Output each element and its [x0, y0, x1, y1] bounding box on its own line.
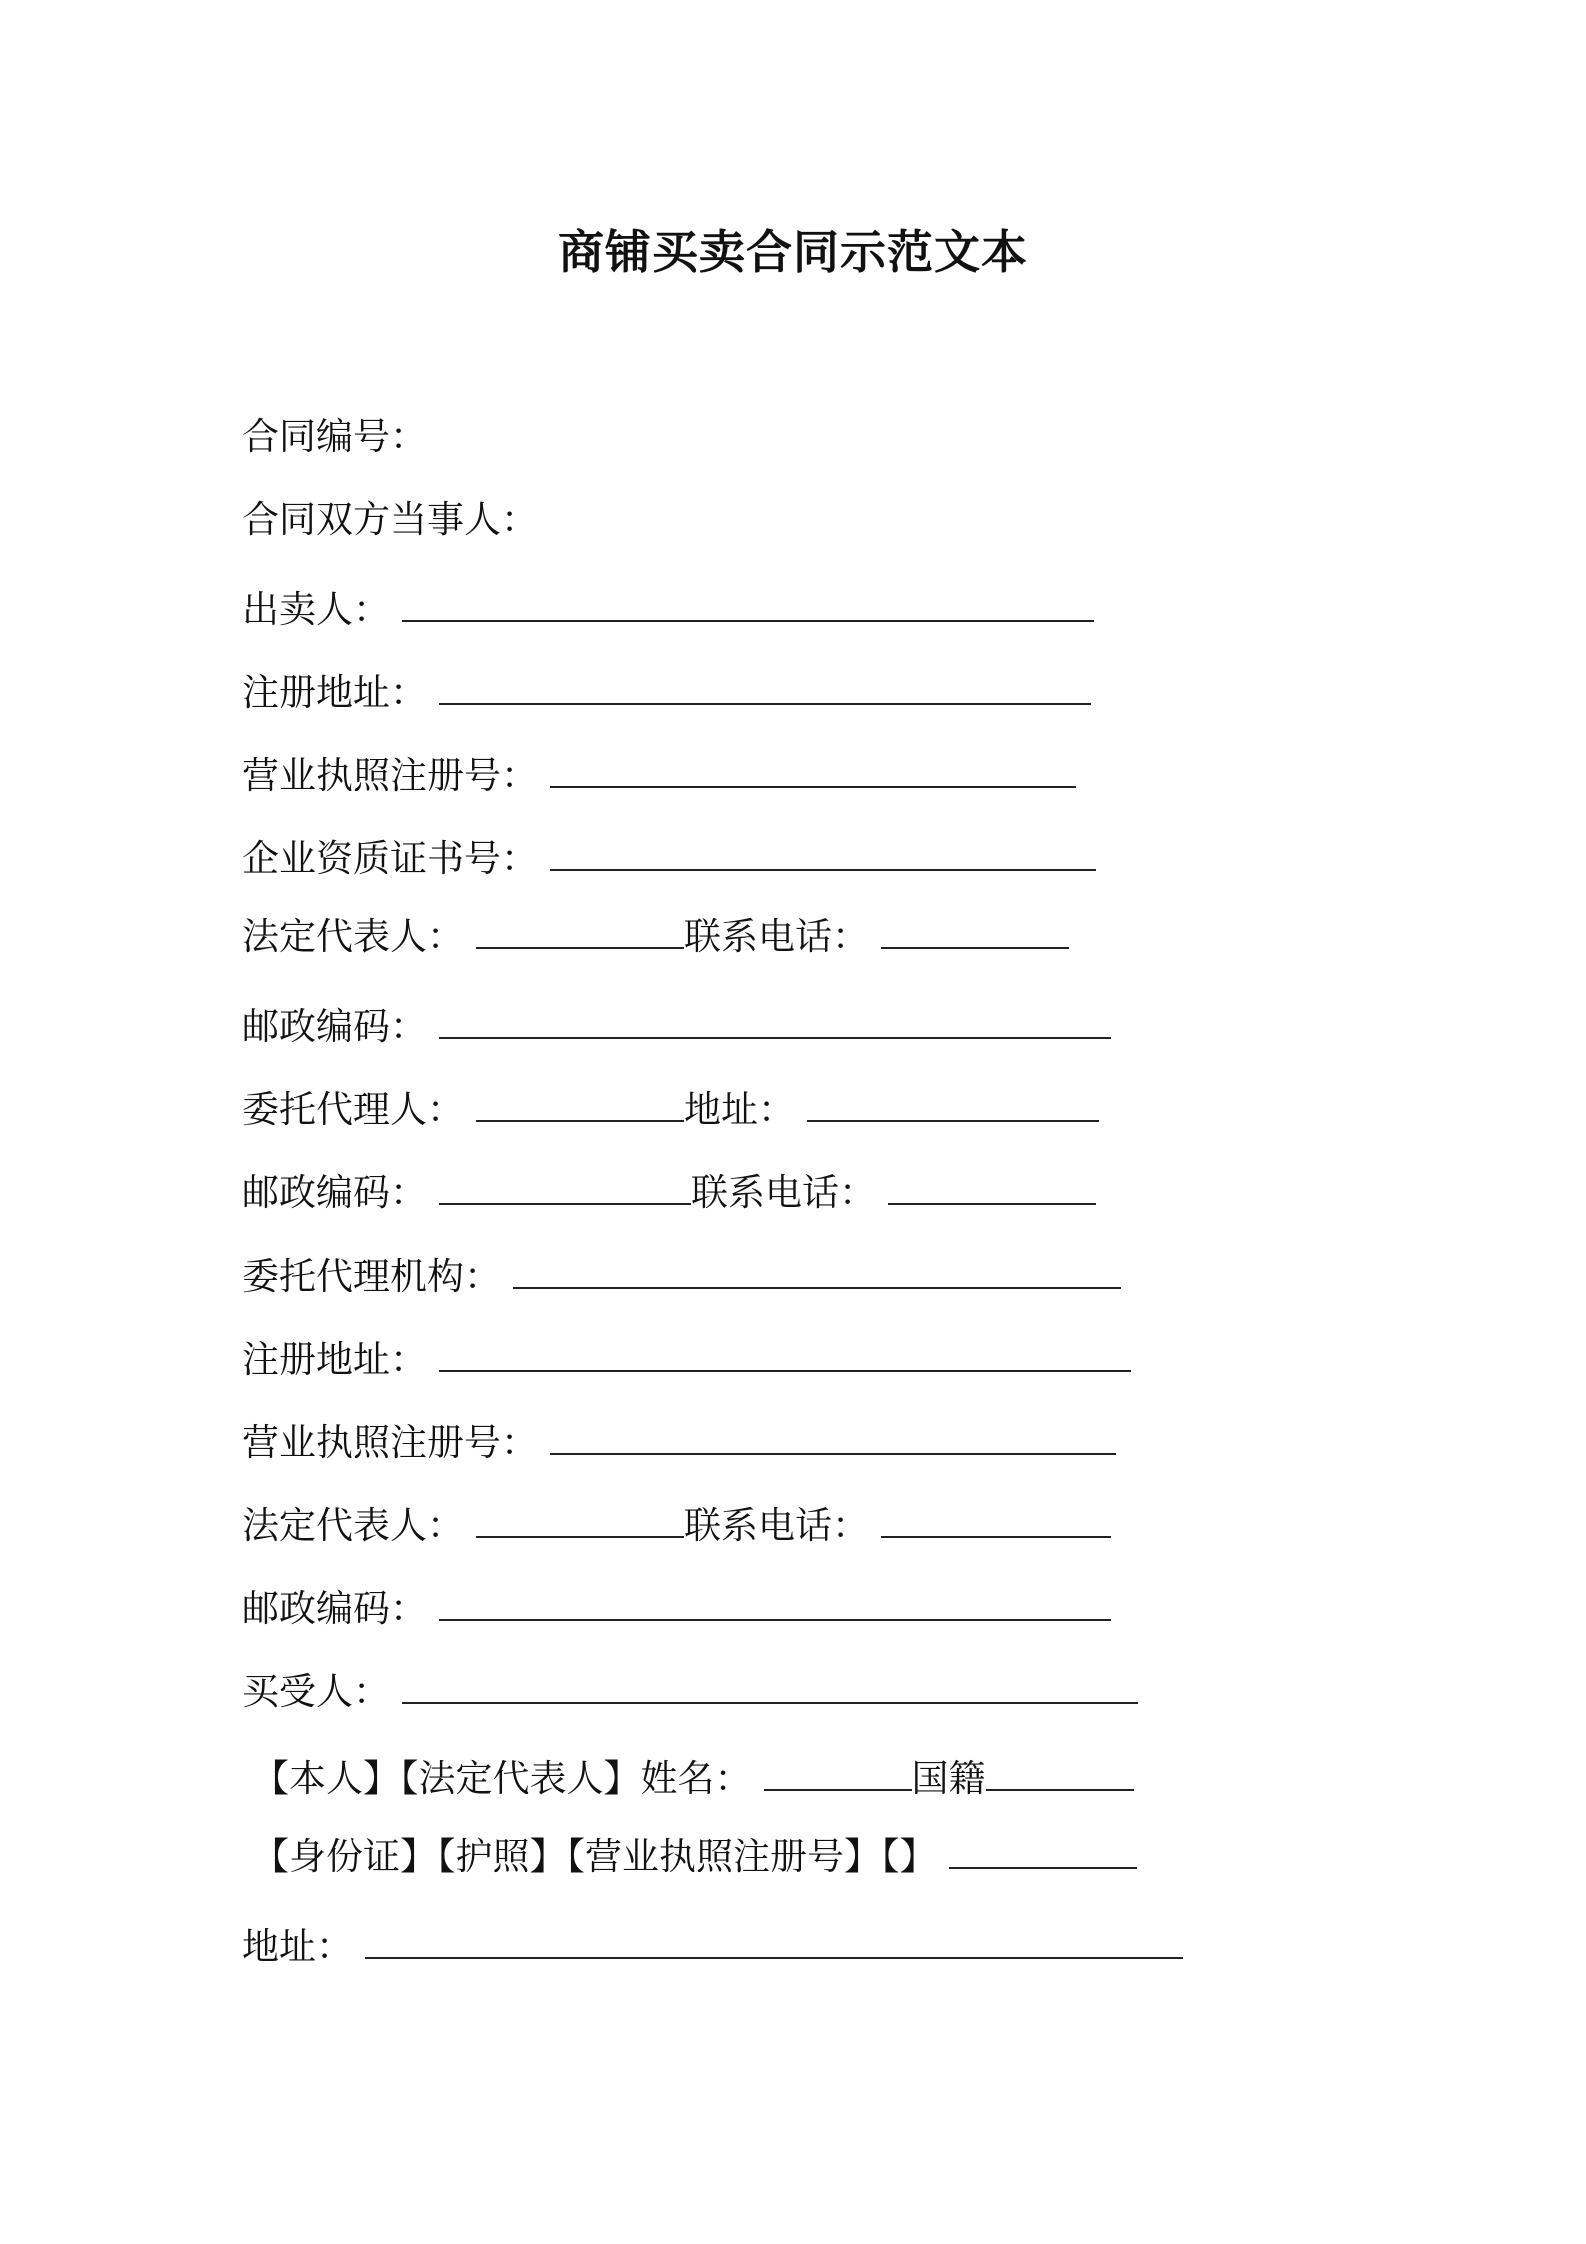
seller-line — [242, 585, 1094, 635]
postcode-3-blank[interactable] — [439, 1585, 1111, 1621]
license-no-1-label: 营业执照注册号： — [242, 754, 538, 797]
reg-address-1-line — [242, 668, 1091, 718]
phone-1-blank[interactable] — [881, 913, 1069, 949]
document-title: 商铺买卖合同示范文本 — [558, 225, 1028, 279]
license-no-2-blank[interactable] — [550, 1419, 1116, 1455]
agent-blank[interactable] — [476, 1086, 684, 1122]
nationality-label: 国籍 — [911, 1757, 986, 1800]
reg-address-2-line — [242, 1335, 1131, 1385]
postcode-1-label: 邮政编码： — [242, 1005, 427, 1048]
id-type-label: 【身份证】【护照】【营业执照注册号】【】 — [252, 1835, 937, 1878]
postcode-3-line — [242, 1584, 1111, 1634]
legal-rep-1-blank[interactable] — [476, 913, 684, 949]
buyer-blank[interactable] — [402, 1668, 1138, 1704]
license-no-2-label: 营业执照注册号： — [242, 1421, 538, 1464]
reg-address-1-blank[interactable] — [439, 669, 1091, 705]
buyer-address-blank[interactable] — [365, 1923, 1183, 1959]
postcode-1-blank[interactable] — [439, 1003, 1111, 1039]
legal-rep-1-label: 法定代表人： — [242, 915, 464, 958]
license-no-2-line — [242, 1418, 1116, 1468]
contract-number-line — [242, 412, 427, 462]
buyer-label: 买受人： — [242, 1670, 390, 1713]
agent-address-label: 地址： — [684, 1088, 795, 1131]
contract-number-label: 合同编号： — [242, 415, 427, 458]
reg-address-2-blank[interactable] — [439, 1336, 1131, 1372]
reg-address-1-label: 注册地址： — [242, 671, 427, 714]
buyer-line — [242, 1667, 1138, 1717]
legal-rep-2-label: 法定代表人： — [242, 1504, 464, 1547]
phone-2-label: 联系电话： — [691, 1171, 876, 1214]
seller-label: 出卖人： — [242, 588, 390, 631]
buyer-name-blank[interactable] — [764, 1755, 912, 1791]
agent-line — [242, 1085, 1099, 1135]
buyer-identity-line — [252, 1754, 1134, 1804]
reg-address-2-label: 注册地址： — [242, 1338, 427, 1381]
phone-2-blank[interactable] — [888, 1169, 1096, 1205]
qualification-label: 企业资质证书号： — [242, 837, 538, 880]
buyer-address-label: 地址： — [242, 1925, 353, 1968]
postcode-3-label: 邮政编码： — [242, 1587, 427, 1630]
id-type-line — [252, 1832, 1137, 1882]
nationality-blank[interactable] — [986, 1755, 1134, 1791]
phone-1-label: 联系电话： — [684, 915, 869, 958]
agency-blank[interactable] — [513, 1253, 1121, 1289]
legal-rep-2-blank[interactable] — [476, 1502, 684, 1538]
seller-blank[interactable] — [402, 586, 1094, 622]
postcode-2-blank[interactable] — [439, 1169, 691, 1205]
agent-address-blank[interactable] — [807, 1086, 1099, 1122]
license-no-1-line — [242, 751, 1076, 801]
parties-label: 合同双方当事人： — [242, 498, 538, 541]
buyer-address-line — [242, 1922, 1183, 1972]
qualification-line — [242, 834, 1096, 884]
postcode-1-line — [242, 1002, 1111, 1052]
buyer-identity-label: 【本人】【法定代表人】姓名： — [252, 1757, 752, 1800]
legal-rep-2-line — [242, 1501, 1111, 1551]
parties-line — [242, 495, 538, 545]
agent-label: 委托代理人： — [242, 1088, 464, 1131]
agency-line — [242, 1252, 1121, 1302]
postcode-2-line — [242, 1168, 1096, 1218]
qualification-blank[interactable] — [550, 835, 1096, 871]
phone-3-label: 联系电话： — [684, 1504, 869, 1547]
legal-rep-1-line — [242, 912, 1069, 962]
phone-3-blank[interactable] — [881, 1502, 1111, 1538]
license-no-1-blank[interactable] — [550, 752, 1076, 788]
agency-label: 委托代理机构： — [242, 1255, 501, 1298]
id-number-blank[interactable] — [949, 1833, 1137, 1869]
postcode-2-label: 邮政编码： — [242, 1171, 427, 1214]
